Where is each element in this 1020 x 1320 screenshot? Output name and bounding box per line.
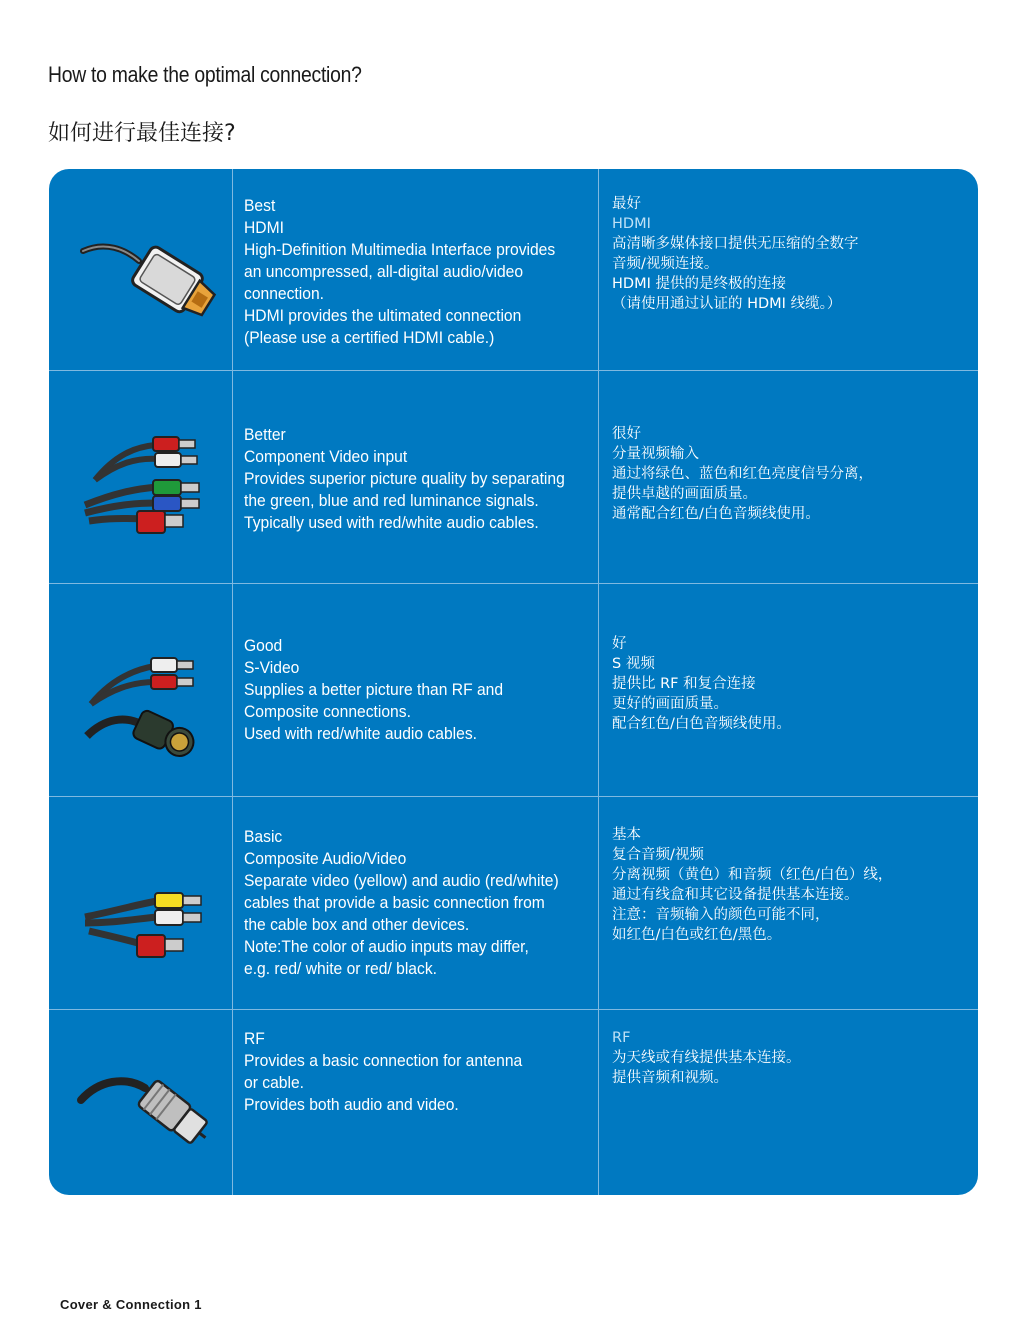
table-row-composite: [49, 797, 978, 1010]
row-en-text: RF Provides a basic connection for antenna or cable. Provides both audio and video.: [244, 1029, 523, 1114]
table-row-hdmi: [49, 169, 978, 371]
table-row-rf: [49, 1010, 978, 1195]
row-en-text: Basic Composite Audio/Video Separate video (yellow) and audio (red/white) cables that provide a basic connection from the cable box and other devices. Note:The color of audio inputs may differ, e.g. red/ white or red/ black.: [244, 827, 559, 978]
page-footer: Cover & Connection 1: [60, 1297, 202, 1312]
composite-av-cables-icon: [49, 797, 233, 1009]
hdmi-connector-icon: [49, 169, 233, 370]
connection-table: [49, 169, 978, 1195]
row-zh-text: 最好 HDMI 高清晰多媒体接口提供无压缩的全数字 音频/视频连接。 HDMI 提供的是终极的连接 （请使用通过认证的 HDMI 线缆。）: [612, 196, 859, 312]
row-zh-text: 好 S 视频 提供比 RF 和复合连接 更好的画面质量。 配合红色/白色音频线使用。: [612, 636, 791, 732]
row-en-text: Better Component Video input Provides superior picture quality by separating the green, blue and red luminance signals. Typically used with red/white audio cables.: [244, 425, 565, 532]
row-zh-text: RF 为天线或有线提供基本连接。 提供音频和视频。: [612, 1030, 801, 1086]
page-title-zh: 如何进行最佳连接?: [48, 121, 236, 146]
table-row-component: [49, 371, 978, 584]
row-zh-text: 基本 复合音频/视频 分离视频（黄色）和音频（红色/白色）线， 通过有线盒和其它设备提供基本连接。 注意：音频输入的颜色可能不同， 如红色/白色或红色/黑色。: [612, 827, 893, 943]
s-video-cable-icon: [49, 584, 233, 796]
rf-coax-cable-icon: [49, 1010, 233, 1195]
row-en-text: Best HDMI High-Definition Multimedia Interface provides an uncompressed, all-digital audio/video connection. HDMI provides the ultimated connection (Please use a certified HDMI cable.): [244, 196, 556, 347]
component-video-cables-icon: [49, 371, 233, 583]
row-en-text: Good S-Video Supplies a better picture than RF and Composite connections. Used with red/white audio cables.: [244, 636, 504, 743]
row-zh-text: 很好 分量视频输入 通过将绿色、蓝色和红色亮度信号分离， 提供卓越的画面质量。 通常配合红色/白色音频线使用。: [612, 426, 873, 522]
page-title-en: How to make the optimal connection?: [48, 62, 362, 87]
table-row-s-video: [49, 584, 978, 797]
